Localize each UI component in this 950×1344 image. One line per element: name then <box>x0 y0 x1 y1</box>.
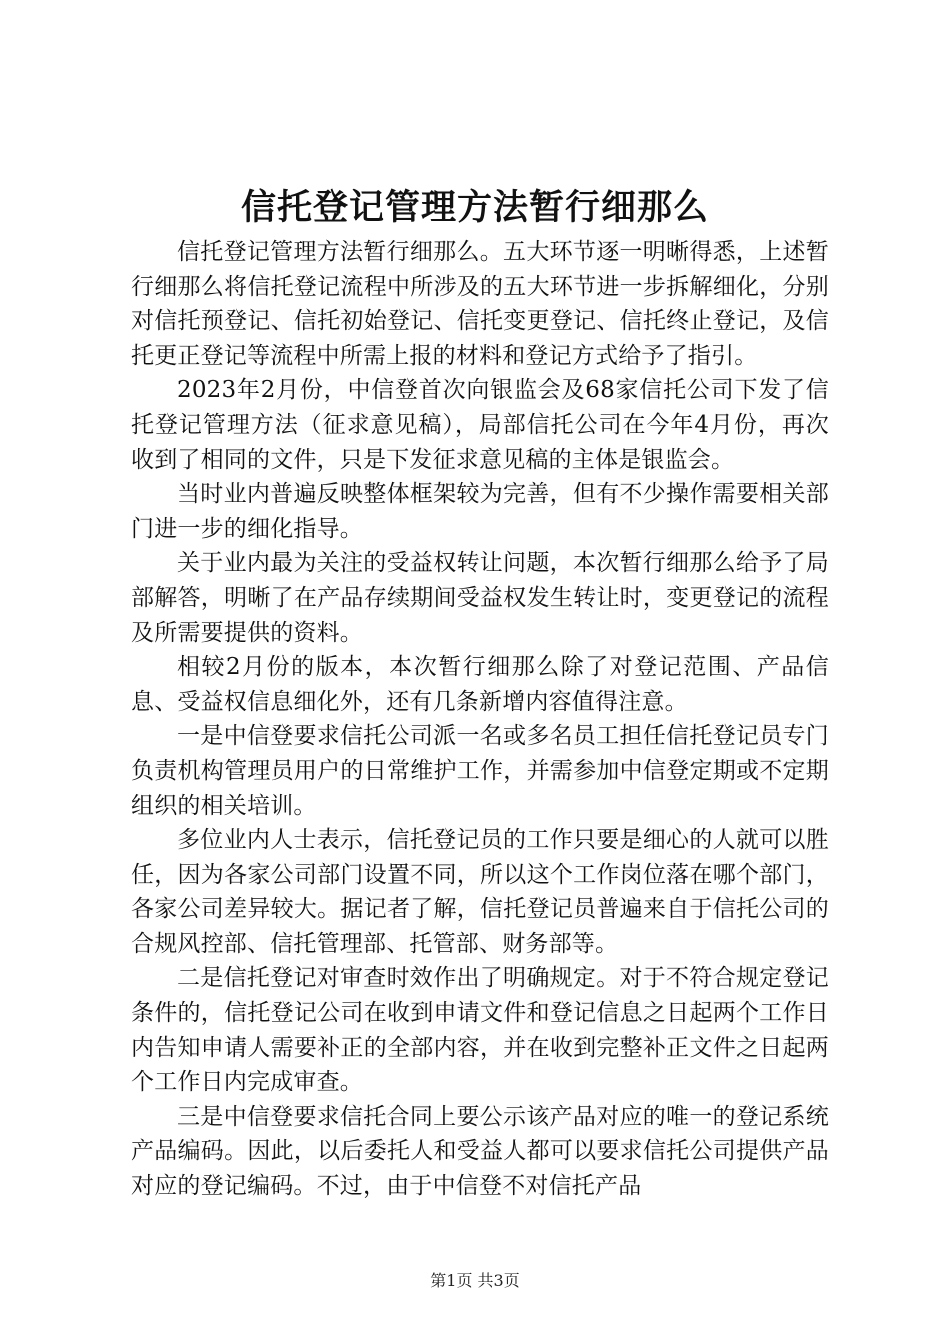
paragraph: 信托登记管理方法暂行细那么。五大环节逐一明晰得悉，上述暂行细那么将信托登记流程中所涉及的五大环节进一步拆解细化，分别对信托预登记、信托初始登记、信托变更登记、信托终止登记，及信托更正登记等流程中所需上报的材料和登记方式给予了指引。 <box>131 239 829 369</box>
paragraph: 一是中信登要求信托公司派一名或多名员工担任信托登记员专门负责机构管理员用户的日常维护工作，并需参加中信登定期或不定期组织的相关培训。 <box>131 723 829 819</box>
paragraph: 二是信托登记对审查时效作出了明确规定。对于不符合规定登记条件的，信托登记公司在收到申请文件和登记信息之日起两个工作日内告知申请人需要补正的全部内容，并在收到完整补正文件之日起两个工作日内完成审查。 <box>131 965 829 1096</box>
page-number-footer: 第1页 共3页 <box>430 1271 520 1290</box>
paragraph: 2023年2月份，中信登首次向银监会及68家信托公司下发了信托登记管理方法（征求意见稿），局部信托公司在今年4月份，再次收到了相同的文件，只是下发征求意见稿的主体是银监会。 <box>131 377 829 473</box>
document-body <box>131 235 829 1204</box>
paragraph: 相较2月份的版本，本次暂行细那么除了对登记范围、产品信息、受益权信息细化外，还有几条新增内容值得注意。 <box>131 654 829 715</box>
paragraph: 当时业内普遍反映整体框架较为完善，但有不少操作需要相关部门进一步的细化指导。 <box>131 481 829 542</box>
paragraph: 三是中信登要求信托合同上要公示该产品对应的唯一的登记系统产品编码。因此，以后委托人和受益人都可以要求信托公司提供产品对应的登记编码。不过，由于中信登不对信托产品 <box>131 1103 829 1200</box>
document-title: 信托登记管理方法暂行细那么 <box>240 187 709 228</box>
paragraph: 多位业内人士表示，信托登记员的工作只要是细心的人就可以胜任，因为各家公司部门设置不同，所以这个工作岗位落在哪个部门，各家公司差异较大。据记者了解，信托登记员普遍来自于信托公司的合规风控部、信托管理部、托管部、财务部等。 <box>131 827 829 957</box>
paragraph: 关于业内最为关注的受益权转让问题，本次暂行细那么给予了局部解答，明晰了在产品存续期间受益权发生转让时，变更登记的流程及所需要提供的资料。 <box>131 550 829 646</box>
